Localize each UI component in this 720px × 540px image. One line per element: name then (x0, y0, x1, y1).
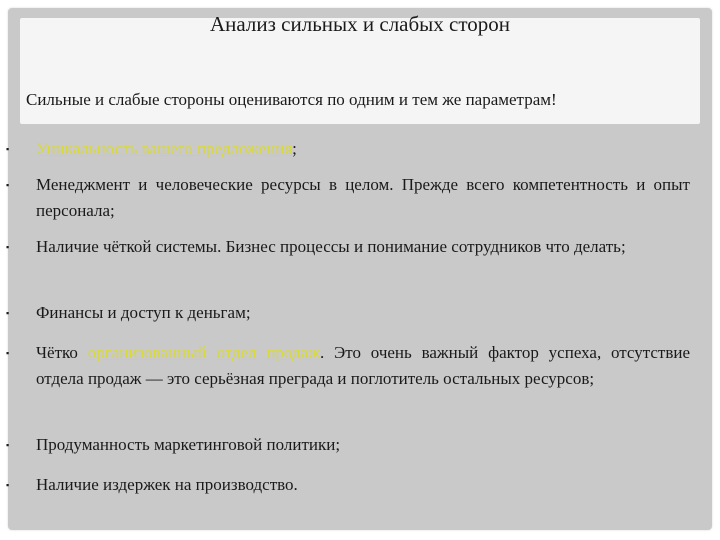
list-item-text: Наличие чёткой системы. Бизнес процессы и понимание сотрудников что делать; (36, 237, 626, 256)
bullet-icon: ▪ (6, 440, 10, 450)
bullet-icon: ▪ (6, 144, 10, 154)
bullet-icon: ▪ (6, 242, 10, 252)
list-item-text: Чётко (36, 343, 88, 362)
list-item-text: . Это очень важный фактор успеха, отсутствие отдела продаж — это серьёзная преграда и поглотитель остальных ресурсов; (36, 343, 691, 388)
list-item-text: Менеджмент и человеческие ресурсы в целом. Прежде всего компетентность и опыт персонала; (36, 175, 690, 220)
slide-title: Анализ сильных и слабых сторон (210, 12, 510, 36)
bullet-icon: ▪ (6, 180, 10, 190)
bullet-icon: ▪ (6, 308, 10, 318)
list-item (6, 300, 690, 326)
link-unique-offer[interactable]: Уникальность вашего предложения (36, 139, 293, 158)
link-sales[interactable]: продаж (266, 343, 320, 362)
list-item-text: Финансы и доступ к деньгам; (36, 303, 251, 322)
list-item (6, 234, 690, 260)
list-item-text: ; (292, 139, 297, 158)
bullet-icon: ▪ (6, 480, 10, 490)
list-item-text: Наличие издержек на производство. (36, 475, 298, 494)
list-item (6, 432, 690, 458)
list-item (6, 340, 691, 392)
list-item (6, 136, 690, 162)
bullet-icon: ▪ (6, 348, 10, 358)
list-item (6, 472, 690, 498)
slide-subtitle: Сильные и слабые стороны оцениваются по одним и тем же параметрам! (26, 90, 557, 109)
list-item (6, 172, 690, 224)
link-department[interactable]: отдел (216, 343, 257, 362)
link-organized[interactable]: организованный (87, 343, 207, 362)
list-item-text: Продуманность маркетинговой политики; (36, 435, 341, 454)
